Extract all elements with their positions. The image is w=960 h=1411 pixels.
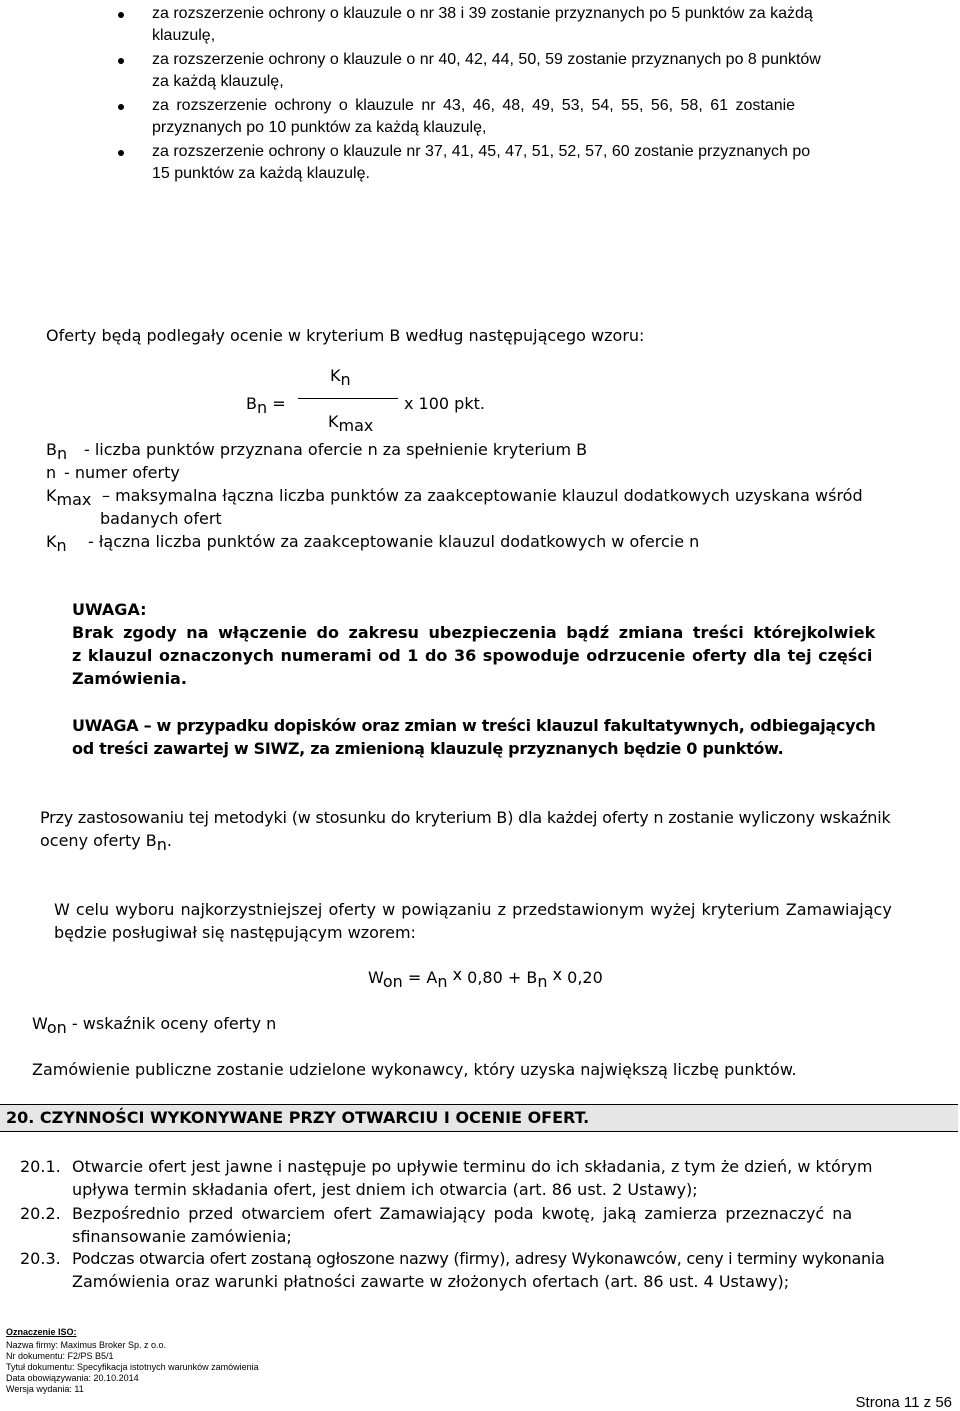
bullet-dot-icon [118, 12, 124, 18]
award-text: Zamówienie publiczne zostanie udzielone wykonawcy, który uzyska największą liczbę punktów. [32, 1060, 797, 1079]
section-title: 20. CZYNNOŚCI WYKONYWANE PRZY OTWARCIU I OCENIE OFERT. [6, 1108, 590, 1127]
bullet-line: za rozszerzenie ochrony o klauzule o nr 38 i 39 zostanie przyznanych po 5 punktów za każdą [152, 5, 813, 22]
paragraph-line: Przy zastosowaniu tej metodyki (w stosunku do kryterium B) dla każdej oferty n zostanie wyliczony wskaźnik [40, 808, 891, 827]
bullet-line: za rozszerzenie ochrony o klauzule nr 43, 46, 48, 49, 53, 54, 55, 56, 58, 61 zostanie [152, 97, 796, 114]
paragraph-line: oceny oferty Bn. [40, 831, 173, 854]
fraction-line [298, 398, 398, 399]
warning-line: od treści zawartej w SIWZ, za zmienioną klauzulę przyznanych będzie 0 punktów. [72, 739, 784, 758]
warning-title: UWAGA: [72, 600, 147, 619]
bullet-dot-icon [118, 150, 124, 156]
bullet-line: przyznanych po 10 punktów za każdą klauzulę, [152, 119, 487, 136]
section-heading [0, 1104, 958, 1132]
bullet-line: za rozszerzenie ochrony o klauzule o nr 40, 42, 44, 50, 59 zostanie przyznanych po 8 punktów [152, 51, 821, 68]
item-line: Bezpośrednio przed otwarciem ofert Zamawiający poda kwotę, jaką zamierza przeznaczyć na [72, 1204, 853, 1223]
bullet-line: za każdą klauzulę, [152, 73, 284, 90]
footer-iso-label: Oznaczenie ISO: [6, 1327, 77, 1337]
intro-text: Oferty będą podlegały ocenie w kryterium B według następującego wzoru: [46, 326, 645, 345]
footer-line: Nr dokumentu: F2/PS B5/1 [6, 1351, 114, 1361]
formula-lhs: Bn = [246, 394, 286, 417]
item-line: Zamówienia oraz warunki płatności zawarte w złożonych ofertach (art. 86 ust. 4 Ustawy); [72, 1272, 790, 1291]
paragraph-line: W celu wyboru najkorzystniejszej oferty w powiązaniu z przedstawionym wyżej kryterium Zamawiający [54, 900, 892, 919]
warning-line: UWAGA – w przypadku dopisków oraz zmian w treści klauzul fakultatywnych, odbiegających [72, 716, 876, 735]
won-definition: Won - wskaźnik oceny oferty n [32, 1014, 277, 1037]
bullet-line: za rozszerzenie ochrony o klauzule nr 37, 41, 45, 47, 51, 52, 57, 60 zostanie przyznanych po [152, 143, 811, 160]
item-number: 20.3. [20, 1249, 61, 1268]
legend-row-cont: badanych ofert [100, 509, 222, 528]
item-line: upływa termin składania ofert, jest dniem ich otwarcia (art. 86 ust. 2 Ustawy); [72, 1180, 698, 1199]
item-line: sfinansowanie zamówienia; [72, 1227, 292, 1246]
legend-row: Bn - liczba punktów przyznana ofercie n za spełnienie kryterium B [46, 440, 588, 463]
legend-row: n - numer oferty [46, 463, 180, 482]
warning-line: z klauzul oznaczonych numerami od 1 do 36 spowoduje odrzucenie oferty dla tej części [72, 646, 873, 665]
item-line: Otwarcie ofert jest jawne i następuje po upływie terminu do ich składania, z tym że dzień, w którym [72, 1157, 873, 1176]
footer-line: Data obowiązywania: 20.10.2014 [6, 1373, 139, 1383]
footer-line: Nazwa firmy: Maximus Broker Sp. z o.o. [6, 1340, 167, 1350]
bullet-line: 15 punktów za każdą klauzulę. [152, 165, 370, 182]
bullet-line: klauzulę, [152, 27, 216, 44]
legend-row: Kmax – maksymalna łączna liczba punktów za zaakceptowanie klauzul dodatkowych uzyskana wśród [46, 486, 863, 509]
bullet-dot-icon [118, 58, 124, 64]
page-number: Strona 11 z 56 [855, 1394, 952, 1411]
formula-denominator: Kmax [328, 412, 374, 435]
item-number: 20.2. [20, 1204, 61, 1223]
formula-numerator: Kn [330, 366, 351, 389]
item-number: 20.1. [20, 1157, 61, 1176]
bullet-dot-icon [118, 104, 124, 110]
formula-won: Won = An x 0,80 + Bn x 0,20 [368, 965, 603, 991]
warning-line: Brak zgody na włączenie do zakresu ubezpieczenia bądź zmiana treści którejkolwiek [72, 623, 876, 642]
warning-line: Zamówienia. [72, 669, 187, 688]
legend-row: Kn - łączna liczba punktów za zaakceptowanie klauzul dodatkowych w ofercie n [46, 532, 700, 555]
paragraph-line: będzie posługiwał się następującym wzorem: [54, 923, 416, 942]
footer-line: Tytuł dokumentu: Specyfikacja istotnych warunków zamówienia [6, 1362, 259, 1372]
footer-line: Wersja wydania: 11 [6, 1384, 84, 1394]
item-line: Podczas otwarcia ofert zostaną ogłoszone nazwy (firmy), adresy Wykonawców, ceny i terminy wykonania [72, 1249, 885, 1268]
formula-multiplier: x 100 pkt. [404, 394, 485, 413]
